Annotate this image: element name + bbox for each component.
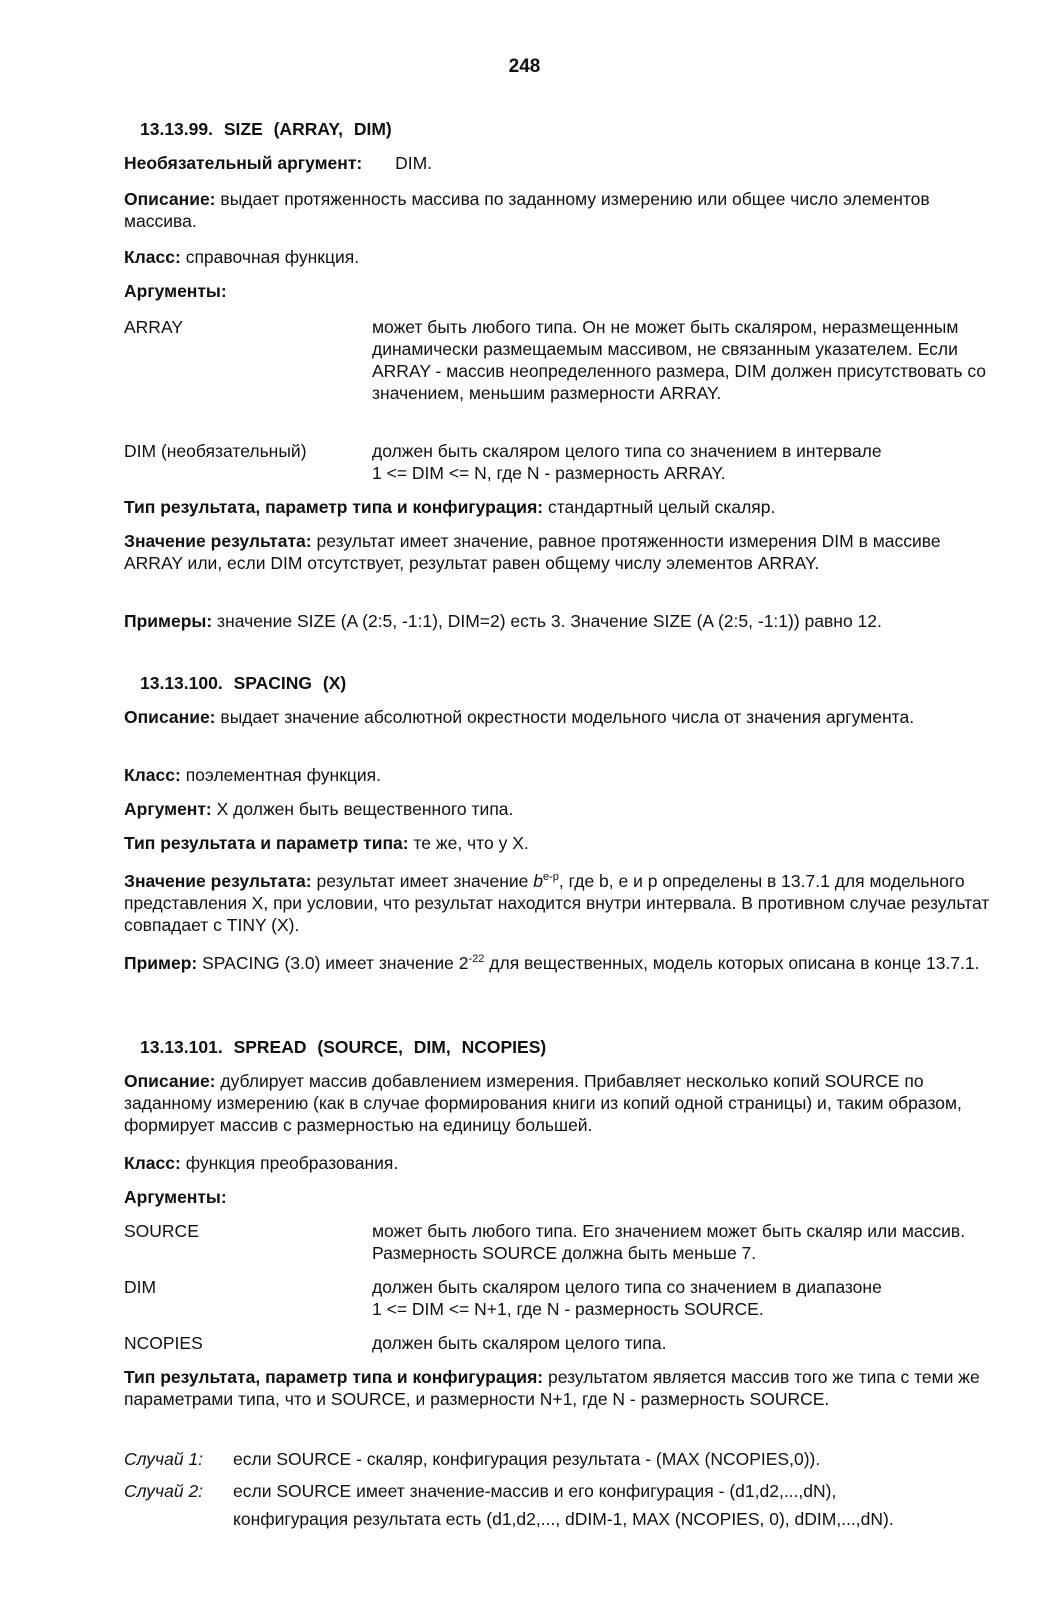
result-value-label: Значение результата:: [124, 871, 312, 891]
example-text-a: SPACING (3.0) имеет значение 2: [202, 953, 469, 973]
description-paragraph: [124, 188, 994, 232]
description-paragraph: [124, 1070, 994, 1136]
result-value-text: результат имеет значение, равное протяженности измерения DIM в массиве ARRAY или, если DIM отсутствует, результат равен общему числу элементов ARRAY.: [124, 531, 941, 573]
class-label: Класс:: [124, 247, 181, 267]
description-text: дублирует массив добавлением измерения. Прибавляет несколько копий SOURCE по заданному измерению (как в случае формирования книги из копий одной страницы) и, таким образом, формирует массив с размерностью на единицу большей.: [124, 1071, 962, 1135]
result-value-text-a: результат имеет значение: [316, 871, 529, 891]
argument-line: [124, 798, 994, 820]
argument-desc-array: может быть любого типа. Он не может быть скаляром, неразмещенным динамически размещаемым массивом, не связанным указателем. Если ARRAY - массив неопределенного размера, DIM должен присутствовать со значением, меньшим размерности ARRAY.: [372, 317, 987, 403]
result-value-paragraph: [124, 870, 994, 936]
argument-name-dim: DIM (необязательный): [124, 441, 307, 461]
result-type-text: те же, что у X.: [413, 833, 529, 853]
argument-name-source: SOURCE: [124, 1221, 199, 1241]
argument-text: X должен быть вещественного типа.: [216, 799, 514, 819]
description-text: выдает значение абсолютной окрестности модельного числа от значения аргумента.: [220, 707, 915, 727]
argument-desc-dim: должен быть скаляром целого типа со значением в интервале 1 <= DIM <= N, где N - размерность ARRAY.: [372, 441, 882, 483]
result-type-line: [124, 832, 994, 854]
page-number: 248: [508, 56, 541, 77]
result-type-line: [124, 496, 994, 518]
arguments-label: Аргументы:: [124, 1187, 227, 1207]
argument-name-dim: DIM: [124, 1277, 157, 1297]
section-heading-size: 13.13.99. SIZE (ARRAY, DIM): [140, 119, 392, 139]
class-label: Класс:: [124, 1153, 181, 1173]
case-2-line-2: конфигурация результата есть (d1,d2,..., dDIM-1, MAX (NCOPIES, 0), dDIM,...,dN).: [233, 1509, 894, 1529]
description-label: Описание:: [124, 1071, 216, 1091]
arguments-label: Аргументы:: [124, 281, 227, 301]
class-text: функция преобразования.: [185, 1153, 399, 1173]
result-type-label: Тип результата, параметр типа и конфигурация:: [124, 497, 544, 517]
result-value-label: Значение результата:: [124, 531, 312, 551]
example-text-b: для вещественных, модель которых описана в конце 13.7.1.: [489, 953, 980, 973]
class-line: [124, 1152, 994, 1174]
description-text: выдает протяженность массива по заданному измерению или общее число элементов массива.: [124, 189, 930, 231]
class-line: [124, 246, 994, 268]
result-value-text-b: , где b, e и p определены в 13.7.1 для модельного представления X, при условии, что результат находится внутри интервала. В противном случае результат совпадает с TINY (X).: [124, 871, 990, 935]
examples-line: [124, 610, 994, 632]
case-2-text: [233, 1480, 993, 1530]
section-heading-spacing: 13.13.100. SPACING (X): [140, 673, 347, 693]
result-value-paragraph: [124, 530, 994, 574]
result-type-label: Тип результата, параметр типа и конфигурация:: [124, 1367, 544, 1387]
argument-name-ncopies: NCOPIES: [124, 1333, 203, 1353]
section-heading-spread: 13.13.101. SPREAD (SOURCE, DIM, NCOPIES): [140, 1037, 547, 1057]
class-text: поэлементная функция.: [185, 765, 381, 785]
argument-desc-ncopies: должен быть скаляром целого типа.: [372, 1333, 667, 1353]
argument-desc-source: может быть любого типа. Его значением может быть скаляр или массив. Размерность SOURCE должна быть меньше 7.: [372, 1221, 966, 1263]
examples-label: Примеры:: [124, 611, 213, 631]
class-label: Класс:: [124, 765, 181, 785]
examples-text: значение SIZE (A (2:5, -1:1), DIM=2) есть 3. Значение SIZE (A (2:5, -1:1)) равно 12.: [217, 611, 882, 631]
case-2-line-1: если SOURCE имеет значение-массив и его конфигурация - (d1,d2,...,dN),: [233, 1481, 837, 1501]
optional-argument-value: DIM.: [395, 153, 433, 173]
description-label: Описание:: [124, 189, 216, 209]
description-label: Описание:: [124, 707, 216, 727]
result-type-text: результатом является массив того же типа с теми же параметрами типа, что и SOURCE, и размерности N+1, где N - размерность SOURCE.: [124, 1367, 980, 1409]
result-type-text: стандартный целый скаляр.: [547, 497, 776, 517]
case-1-label: Случай 1:: [124, 1449, 204, 1469]
case-2-label: Случай 2:: [124, 1481, 204, 1501]
argument-label: Аргумент:: [124, 799, 212, 819]
argument-name-array: ARRAY: [124, 317, 183, 337]
class-line: [124, 764, 994, 786]
result-value-exponent: e-p: [543, 871, 559, 884]
result-type-paragraph: [124, 1366, 994, 1410]
argument-desc-dim: должен быть скаляром целого типа со значением в диапазоне 1 <= DIM <= N+1, где N - размерность SOURCE.: [372, 1277, 882, 1319]
case-1-text: если SOURCE - скаляр, конфигурация результата - (MAX (NCOPIES,0)).: [233, 1449, 821, 1469]
optional-argument-label: Необязательный аргумент:: [124, 153, 363, 173]
class-text: справочная функция.: [185, 247, 360, 267]
example-paragraph: [124, 952, 994, 974]
example-exponent: -22: [468, 953, 485, 966]
result-value-base: b: [533, 871, 543, 891]
result-type-label: Тип результата и параметр типа:: [124, 833, 409, 853]
description-paragraph: [124, 706, 994, 728]
example-label: Пример:: [124, 953, 198, 973]
optional-argument-line: [124, 152, 994, 174]
